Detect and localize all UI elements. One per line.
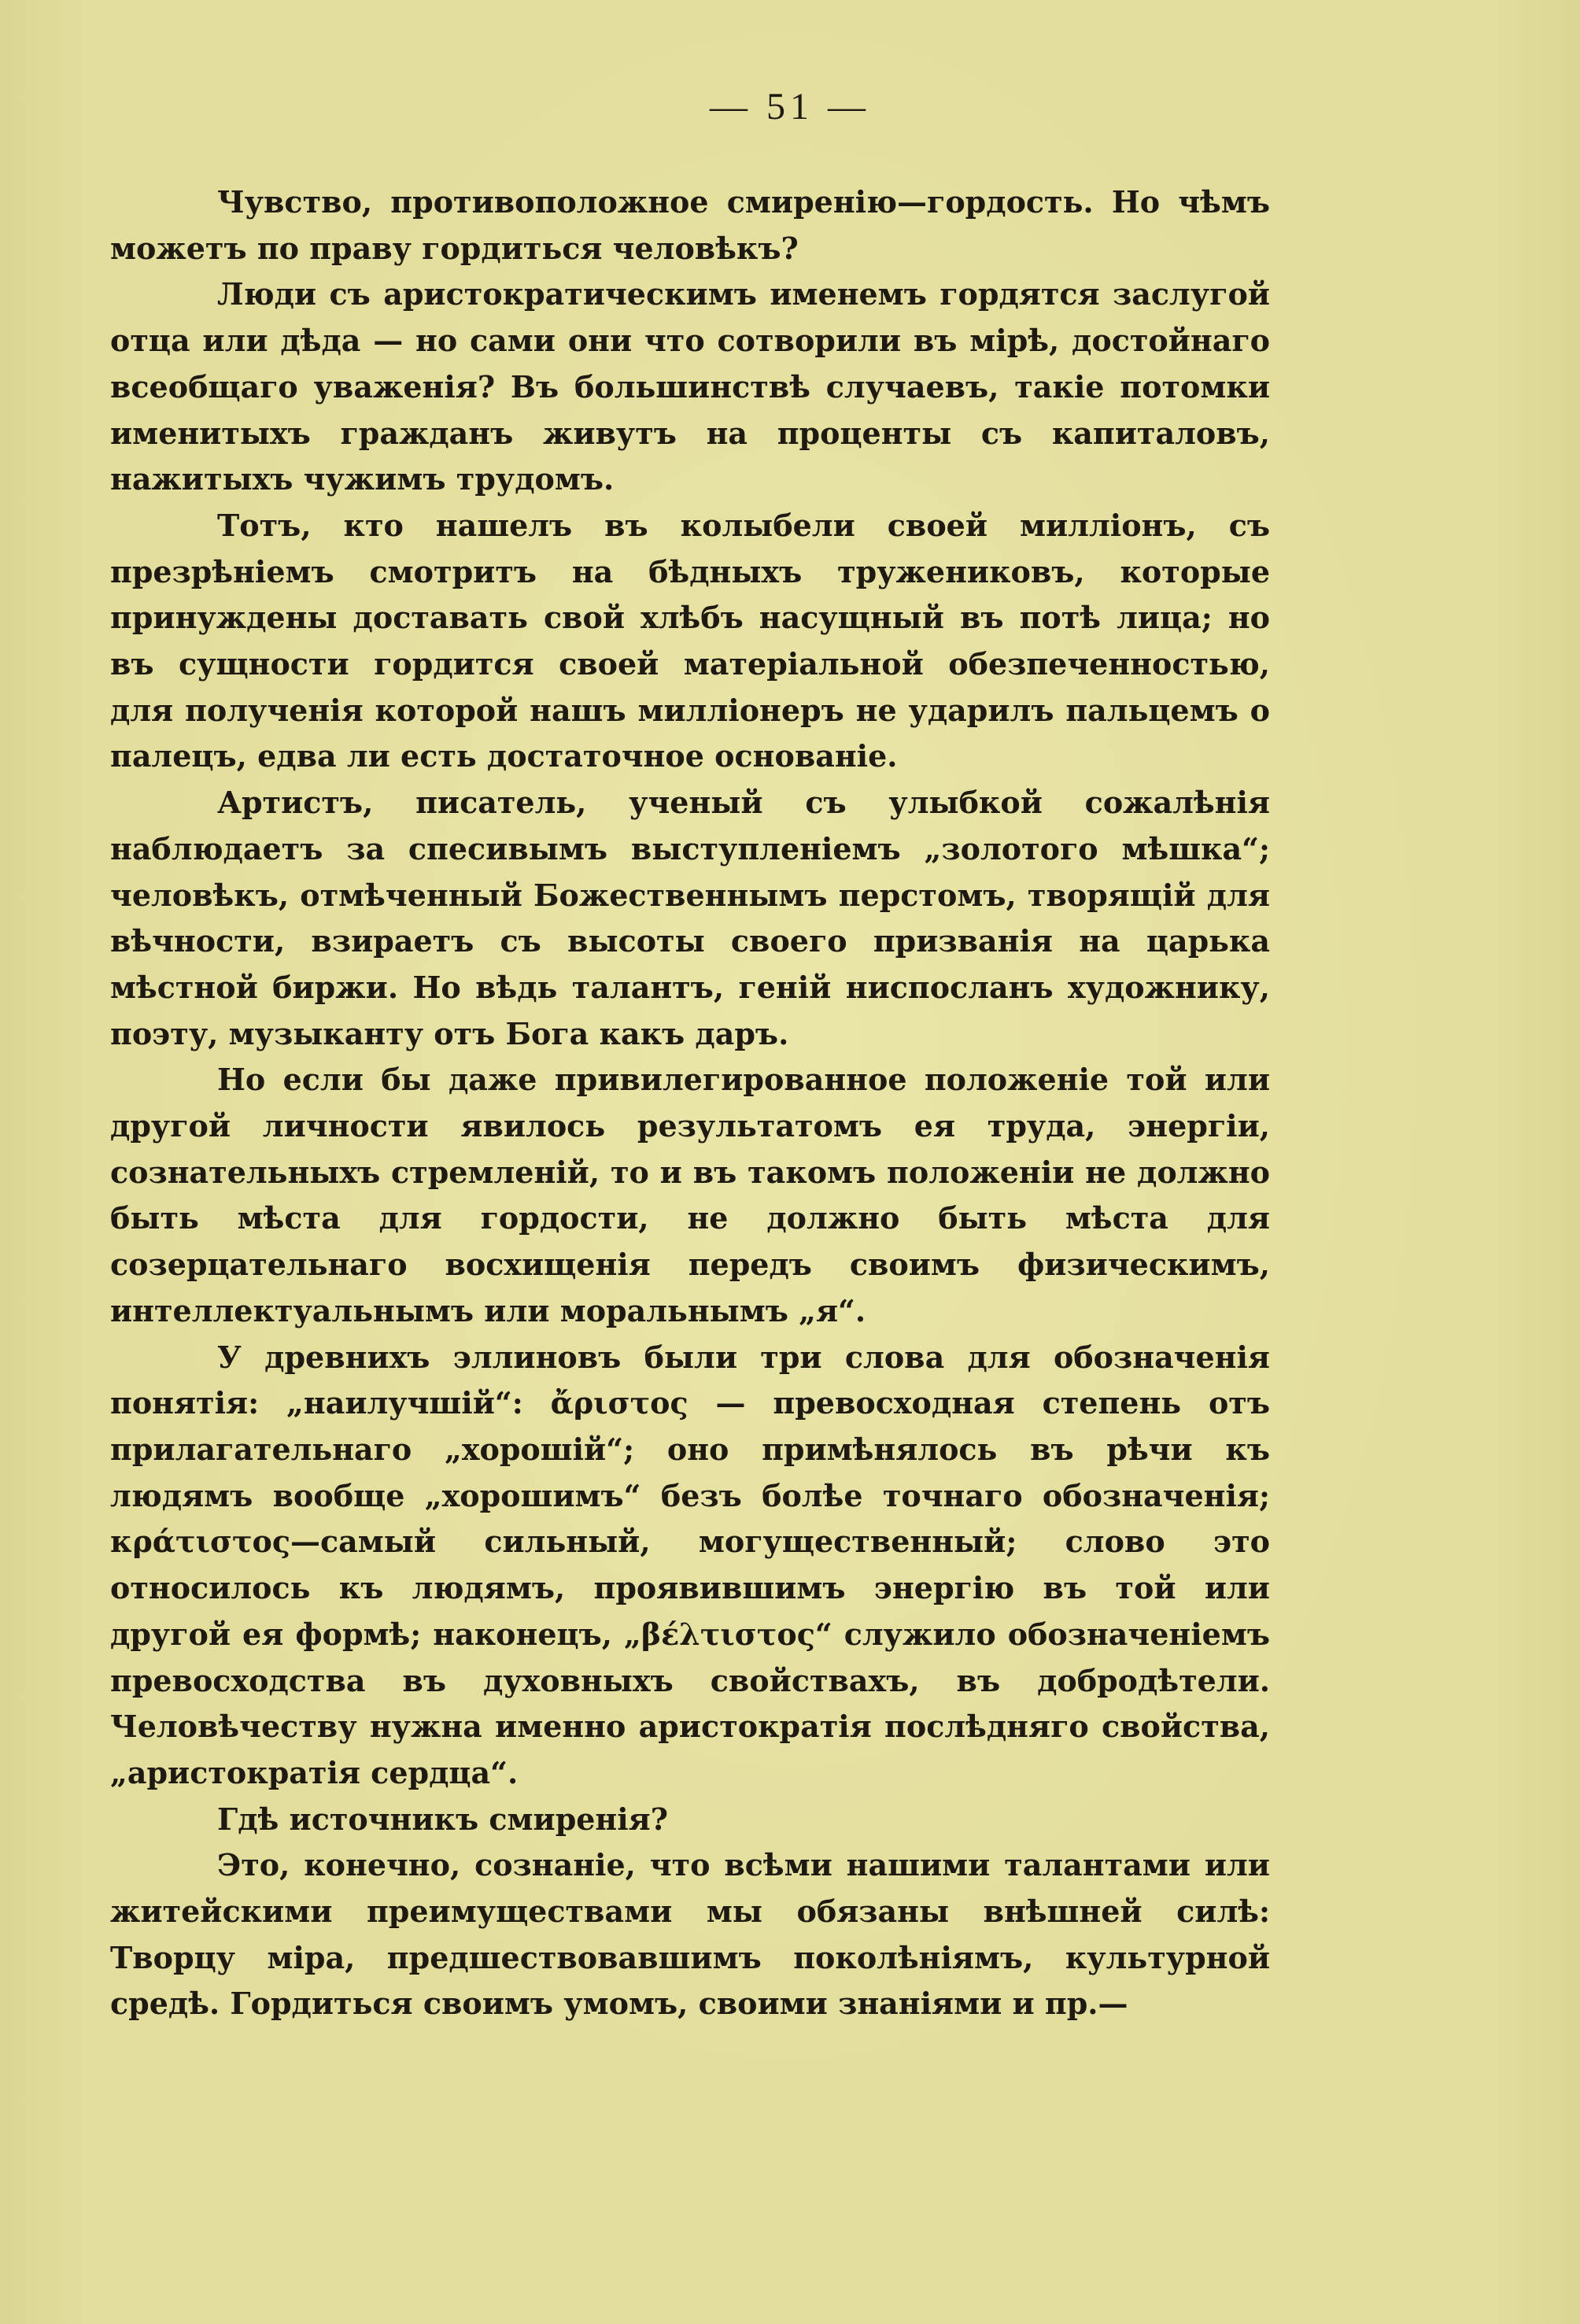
paragraph: Люди съ аристократическимъ именемъ гордятся заслугой отца или дѣда — но сами они что сотворили въ мірѣ, достойнаго всеобщаго уваженія? Въ большинствѣ случаевъ, такіе потомки именитыхъ гражданъ живутъ на проценты съ капиталовъ, нажитыхъ чужимъ трудомъ. — [110, 276, 1270, 497]
page-number: — 51 — — [710, 86, 870, 127]
paragraph: Это, конечно, сознаніе, что всѣми нашими талантами или житейскими преимуществами мы обязаны внѣшней силѣ: Творцу міра, предшествовавшимъ поколѣніямъ, культурной средѣ. Гордиться своимъ умомъ, своими знаніями и пр.— — [110, 1847, 1270, 2022]
paragraph: Чувство, противоположное смиренію—гордость. Но чѣмъ можетъ по праву гордиться человѣкъ? — [110, 184, 1270, 266]
paragraph: Но если бы даже привилегированное положеніе той или другой личности явилось результатомъ ея труда, энергіи, сознательныхъ стремленій, то и въ такомъ положеніи не должно быть мѣста для гордости, не должно быть мѣста для созерцательнаго восхищенія передъ своимъ физическимъ, интеллектуальнымъ или моральнымъ „я“. — [110, 1062, 1270, 1328]
paragraph: Артистъ, писатель, ученый съ улыбкой сожалѣнія наблюдаетъ за спесивымъ выступленіемъ „золотого мѣшка“; человѣкъ, отмѣченный Божественнымъ перстомъ, творящій для вѣчности, взираетъ съ высоты своего призванія на царька мѣстной биржи. Но вѣдь талантъ, геній ниспосланъ художнику, поэту, музыканту отъ Бога какъ даръ. — [110, 785, 1270, 1051]
paragraph: У древнихъ эллиновъ были три слова для обозначенія понятія: „наилучшій“: ἄριστος — превосходная степень отъ прилагательнаго „хорошій“; оно примѣнялось въ рѣчи къ людямъ вообще „хорошимъ“ безъ болѣе точнаго обозначенія; κράτιστος—самый сильный, могущественный; слово это относилось къ людямъ, проявившимъ энергію въ той или другой ея формѣ; наконецъ, „βέλτιστος“ служило обозначеніемъ превосходства въ духовныхъ свойствахъ, въ добродѣтели. Человѣчеству нужна именно аристократія послѣдняго свойства, „аристократія сердца“. — [110, 1339, 1270, 1790]
body-text — [110, 179, 1270, 2027]
paragraph: Тотъ, кто нашелъ въ колыбели своей милліонъ, съ презрѣніемъ смотритъ на бѣдныхъ тружениковъ, которые принуждены доставать свой хлѣбъ насущный въ потѣ лица; но въ сущности гордится своей матеріальной обезпеченностью, для полученія которой нашъ милліонеръ не ударилъ пальцемъ о палецъ, едва ли есть достаточное основаніе. — [110, 507, 1270, 774]
paragraph: Гдѣ источникъ смиренія? — [217, 1801, 669, 1837]
